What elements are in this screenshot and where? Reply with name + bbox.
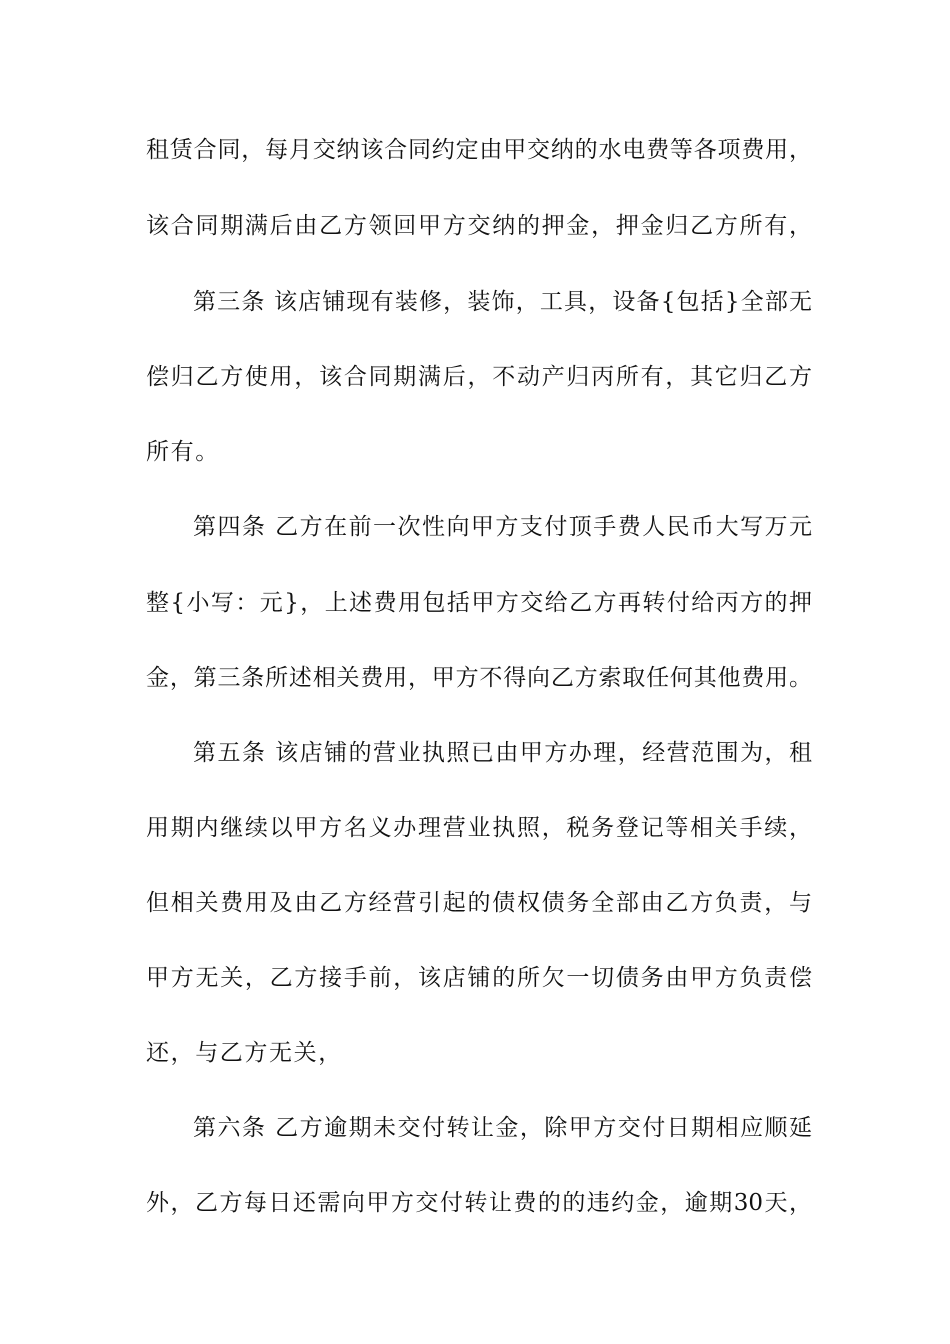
article-4-heading-line: 第四条 乙方在前一次性向甲方支付顶手费人民币大写万元 (193, 514, 812, 540)
text-line: 还，与乙方无关， (146, 1040, 343, 1066)
text-line: 该合同期满后由乙方领回甲方交纳的押金，押金归乙方所有， (146, 213, 812, 239)
text-line: 用期内继续以甲方名义办理营业执照，税务登记等相关手续， (146, 815, 812, 841)
text-line: 甲方无关，乙方接手前，该店铺的所欠一切债务由甲方负责偿 (146, 965, 812, 991)
text-line: 金，第三条所述相关费用，甲方不得向乙方索取任何其他费用。 (146, 665, 812, 691)
article-6-heading-line: 第六条 乙方逾期未交付转让金，除甲方交付日期相应顺延 (193, 1115, 812, 1141)
article-5-heading-line: 第五条 该店铺的营业执照已由甲方办理，经营范围为，租 (193, 740, 812, 766)
text-line: 但相关费用及由乙方经营引起的债权债务全部由乙方负责，与 (146, 890, 812, 916)
text-line: 外，乙方每日还需向甲方交付转让费的的违约金，逾期30天， (146, 1190, 812, 1216)
text-line: 所有。 (146, 439, 220, 465)
article-3-heading-line: 第三条 该店铺现有装修，装饰，工具，设备{包括}全部无 (193, 289, 812, 315)
text-line: 租赁合同，每月交纳该合同约定由甲交纳的水电费等各项费用， (146, 137, 812, 163)
text-line: 偿归乙方使用，该合同期满后，不动产归丙所有，其它归乙方 (146, 364, 812, 390)
text-line: 整{小写：元}，上述费用包括甲方交给乙方再转付给丙方的押 (146, 590, 812, 616)
